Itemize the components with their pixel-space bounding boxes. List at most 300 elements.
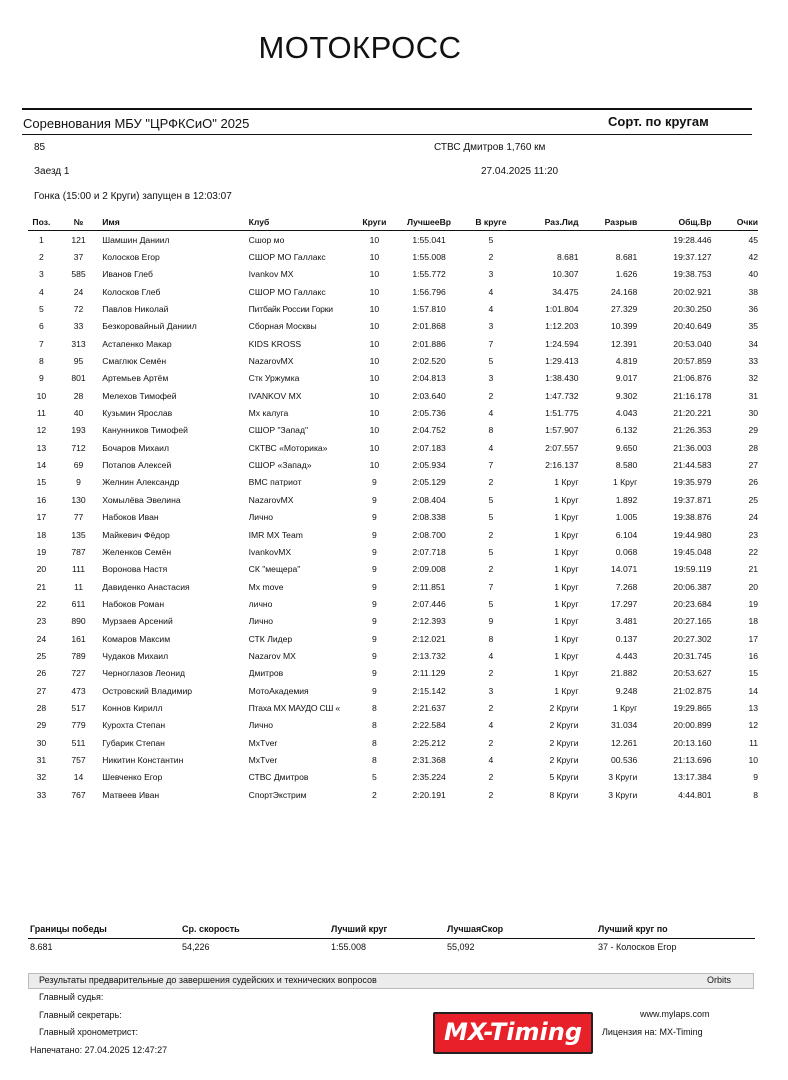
cell-number: 801 xyxy=(71,373,86,384)
cell-gap-leader: 8.681 xyxy=(557,252,579,263)
cell-gap-leader: 1:47.732 xyxy=(545,390,579,401)
cell-club: СпортЭкстрим xyxy=(248,789,307,800)
cell-laps: 10 xyxy=(369,338,380,349)
cell-club: KIDS KROSS xyxy=(248,338,302,349)
cell-club: BMC патриот xyxy=(248,477,302,488)
cell-number: 511 xyxy=(71,737,86,748)
cell-gap: 9.248 xyxy=(615,685,638,696)
cell-name: Мелехов Тимофей xyxy=(102,390,177,401)
cell-gap: 4.043 xyxy=(615,408,638,419)
cell-pos: 14 xyxy=(36,460,47,471)
table-row xyxy=(28,613,758,630)
license-text: Лицензия на: MX-Timing xyxy=(602,1027,703,1037)
cell-pos: 22 xyxy=(36,598,47,609)
cell-best-time: 2:05.129 xyxy=(412,477,446,488)
cell-pos: 8 xyxy=(39,356,44,367)
cell-in-lap: 3 xyxy=(488,373,494,384)
cell-gap: 6.132 xyxy=(615,425,638,436)
cell-pos: 7 xyxy=(39,338,44,349)
table-row xyxy=(28,474,758,491)
cell-total-time: 19:38.753 xyxy=(673,269,712,280)
cell-name: Островский Владимир xyxy=(102,685,193,696)
cell-in-lap: 2 xyxy=(488,390,494,401)
cell-points: 12 xyxy=(748,720,758,731)
table-row xyxy=(28,647,758,664)
cell-name: Черноглазов Леонид xyxy=(102,668,186,679)
cell-best-time: 2:11.129 xyxy=(412,668,446,679)
cell-best-time: 2:08.700 xyxy=(412,529,446,540)
cell-club: Птаха МХ МАУДО СШ « xyxy=(248,702,340,713)
cell-gap-leader: 5 Круги xyxy=(549,772,579,783)
cell-gap-leader: 1 Круг xyxy=(554,564,579,575)
cell-gap-leader: 1:57.907 xyxy=(545,425,579,436)
table-row xyxy=(28,509,758,526)
cell-number: 611 xyxy=(71,598,86,609)
cell-total-time: 19:37.127 xyxy=(673,252,712,263)
cell-gap-leader: 2 Круги xyxy=(549,702,579,713)
cell-pos: 10 xyxy=(36,390,47,401)
cell-name: Майкевич Фёдор xyxy=(102,529,170,540)
cell-gap: 9.302 xyxy=(615,390,638,401)
cell-gap: 3.481 xyxy=(615,616,638,627)
cell-total-time: 21:44.583 xyxy=(673,460,712,471)
cell-name: Колосков Глеб xyxy=(102,286,161,297)
cell-total-time: 20:57.859 xyxy=(673,356,712,367)
cell-total-time: 21:02.875 xyxy=(673,685,712,696)
cell-gap xyxy=(579,231,638,249)
printed-timestamp: Напечатано: 27.04.2025 12:47:27 xyxy=(30,1045,168,1055)
cell-points: 13 xyxy=(748,702,758,713)
cell-in-lap: 2 xyxy=(488,564,494,575)
cell-best-time: 2:22.584 xyxy=(412,720,446,731)
cell-in-lap: 4 xyxy=(488,720,494,731)
track-name: СТВС Дмитров 1,760 км xyxy=(434,142,546,153)
cell-gap: 0.137 xyxy=(615,633,638,644)
cell-club: NazarovMX xyxy=(248,356,294,367)
cell-name: Безкоровайный Даниил xyxy=(102,321,197,332)
cell-gap-leader: 1 Круг xyxy=(554,685,579,696)
cell-laps: 10 xyxy=(369,321,380,332)
cell-gap-leader: 2 Круги xyxy=(549,754,579,765)
cell-pos: 16 xyxy=(36,494,47,505)
cell-number: 787 xyxy=(71,546,86,557)
cell-gap-leader: 1 Круг xyxy=(554,546,579,557)
notice-bar xyxy=(28,973,754,989)
cell-total-time: 20:06.387 xyxy=(673,581,712,592)
cell-in-lap: 7 xyxy=(488,338,494,349)
cell-gap-leader: 1:38.430 xyxy=(545,373,579,384)
cell-laps: 10 xyxy=(369,408,380,419)
cell-pos: 11 xyxy=(36,408,46,419)
cell-club: СК "мещера" xyxy=(248,564,301,575)
cell-total-time: 13:17.384 xyxy=(673,772,712,783)
cell-in-lap: 2 xyxy=(488,668,494,679)
cell-in-lap: 4 xyxy=(488,442,494,453)
cell-laps: 10 xyxy=(369,269,380,280)
cell-club: Лично xyxy=(248,512,274,523)
cell-laps: 2 xyxy=(372,789,377,800)
cell-laps: 9 xyxy=(372,685,377,696)
cell-laps: 9 xyxy=(372,581,377,592)
cell-total-time: 21:36.003 xyxy=(673,442,712,453)
cell-points: 36 xyxy=(748,304,758,315)
cell-points: 26 xyxy=(748,477,758,488)
cell-laps: 9 xyxy=(372,512,377,523)
col-header-total-time: Общ.Вр xyxy=(637,214,711,231)
cell-number: 121 xyxy=(71,234,86,245)
cell-laps: 9 xyxy=(372,477,377,488)
table-row xyxy=(28,630,758,647)
cell-laps: 9 xyxy=(372,564,377,575)
mx-timing-logo: MX-Timing xyxy=(433,1012,593,1054)
cell-gap: 14.071 xyxy=(611,564,638,575)
cell-best-time: 2:09.008 xyxy=(412,564,446,575)
cell-number: 712 xyxy=(71,442,86,453)
cell-name: Губарик Степан xyxy=(102,737,165,748)
cell-pos: 15 xyxy=(36,477,47,488)
col-header-pos: Поз. xyxy=(28,214,55,231)
footer-rule xyxy=(28,938,755,939)
cell-name: Колосков Егор xyxy=(102,252,160,263)
table-row xyxy=(28,300,758,317)
cell-best-time: 1:57.810 xyxy=(412,304,446,315)
cell-in-lap: 2 xyxy=(488,737,494,748)
cell-number: 14 xyxy=(73,772,84,783)
cell-number: 789 xyxy=(71,650,86,661)
cell-total-time: 19:59.119 xyxy=(673,564,712,575)
cell-name: Давиденко Анастасия xyxy=(102,581,190,592)
cell-club: Стк Уржумка xyxy=(248,373,300,384)
cell-best-time: 1:55.772 xyxy=(412,269,446,280)
cell-best-time: 2:35.224 xyxy=(412,772,446,783)
cell-pos: 9 xyxy=(39,373,44,384)
cell-points: 24 xyxy=(748,512,758,523)
cell-gap: 10.399 xyxy=(611,321,638,332)
cell-in-lap: 5 xyxy=(488,598,494,609)
cell-points: 20 xyxy=(748,581,758,592)
cell-best-time: 2:07.718 xyxy=(412,546,446,557)
website-link[interactable]: www.mylaps.com xyxy=(640,1009,710,1019)
cell-pos: 5 xyxy=(39,304,44,315)
cell-best-time: 2:02.520 xyxy=(412,356,446,367)
cell-name: Набоков Иван xyxy=(102,512,159,523)
cell-pos: 23 xyxy=(36,616,47,627)
cell-best-time: 2:25.212 xyxy=(412,737,446,748)
cell-best-time: 2:07.446 xyxy=(412,598,446,609)
cell-points: 33 xyxy=(748,356,758,367)
footer-avg-speed: 54,226 xyxy=(182,942,210,952)
cell-total-time: 20:13.160 xyxy=(673,737,712,748)
cell-gap: 4.819 xyxy=(615,356,638,367)
cell-best-time: 2:04.752 xyxy=(412,425,446,436)
cell-gap: 1 Круг xyxy=(613,702,638,713)
race-info: Гонка (15:00 и 2 Круги) запущен в 12:03:07 xyxy=(34,191,232,202)
cell-number: 33 xyxy=(73,321,84,332)
cell-gap: 00.536 xyxy=(611,754,638,765)
cell-number: 779 xyxy=(71,720,86,731)
cell-points: 14 xyxy=(748,685,758,696)
table-row xyxy=(28,665,758,682)
cell-pos: 3 xyxy=(39,269,44,280)
cell-pos: 20 xyxy=(36,564,47,575)
cell-gap: 6.104 xyxy=(615,529,638,540)
cell-club: MxTver xyxy=(248,737,278,748)
cell-pos: 33 xyxy=(36,789,47,800)
cell-laps: 9 xyxy=(372,529,377,540)
cell-points: 23 xyxy=(748,529,758,540)
cell-club: Питбайк России Горки xyxy=(248,304,333,315)
cell-name: Мурзаев Арсений xyxy=(102,616,173,627)
cell-gap: 21.882 xyxy=(611,668,638,679)
cell-club: Мх калуга xyxy=(248,408,289,419)
cell-in-lap: 7 xyxy=(488,581,494,592)
cell-total-time: 21:26.353 xyxy=(673,425,712,436)
cell-number: 161 xyxy=(71,633,86,644)
cell-name: Шамшин Даниил xyxy=(102,234,170,245)
cell-laps: 8 xyxy=(372,737,377,748)
cell-number: 28 xyxy=(73,390,84,401)
cell-club: Лично xyxy=(248,616,274,627)
cell-gap: 1.005 xyxy=(615,512,638,523)
col-header-in-lap: В круге xyxy=(465,214,517,231)
table-row xyxy=(28,786,758,803)
cell-points: 38 xyxy=(748,286,758,297)
cell-number: 9 xyxy=(76,477,81,488)
cell-total-time: 19:28.446 xyxy=(673,234,712,245)
cell-number: 767 xyxy=(71,789,86,800)
cell-pos: 2 xyxy=(39,252,44,263)
cell-pos: 4 xyxy=(39,286,44,297)
cell-gap: 8.681 xyxy=(615,252,638,263)
cell-in-lap: 3 xyxy=(488,269,494,280)
cell-club: СТК Лидер xyxy=(248,633,293,644)
cell-laps: 9 xyxy=(372,494,377,505)
cell-total-time: 19:44.980 xyxy=(673,529,712,540)
cell-gap: 3 Круги xyxy=(608,789,638,800)
cell-in-lap: 7 xyxy=(488,460,494,471)
table-row xyxy=(28,543,758,560)
cell-name: Потапов Алексей xyxy=(102,460,172,471)
cell-laps: 5 xyxy=(372,772,377,783)
col-header-points: Очки xyxy=(712,214,758,231)
cell-name: Канунников Тимофей xyxy=(102,425,188,436)
chief-judge-label: Главный судья: xyxy=(39,992,104,1002)
cell-number: 72 xyxy=(73,304,84,315)
cell-best-time: 2:07.183 xyxy=(412,442,446,453)
cell-total-time: 20:27.302 xyxy=(673,633,712,644)
footer-label-best-lap: Лучший круг xyxy=(331,924,388,934)
event-number: 85 xyxy=(34,142,46,153)
cell-name: Курохта Степан xyxy=(102,720,166,731)
cell-gap-leader: 1 Круг xyxy=(554,494,579,505)
cell-best-time: 1:55.008 xyxy=(412,252,446,263)
cell-total-time: 21:06.876 xyxy=(673,373,712,384)
cell-points: 35 xyxy=(748,321,758,332)
cell-gap: 8.580 xyxy=(615,460,638,471)
cell-best-time: 2:05.934 xyxy=(412,460,446,471)
cell-number: 95 xyxy=(73,356,84,367)
cell-laps: 10 xyxy=(369,286,380,297)
cell-points: 9 xyxy=(753,772,758,783)
cell-best-time: 2:05.736 xyxy=(412,408,446,419)
cell-gap: 1 Круг xyxy=(613,477,638,488)
cell-name: Комаров Максим xyxy=(102,633,171,644)
cell-points: 8 xyxy=(753,789,758,800)
cell-points: 30 xyxy=(748,408,758,419)
cell-best-time: 2:21.637 xyxy=(412,702,446,713)
cell-total-time: 4:44.801 xyxy=(678,789,712,800)
table-row xyxy=(28,248,758,265)
cell-number: 11 xyxy=(74,581,83,592)
cell-pos: 26 xyxy=(36,668,47,679)
page-title: МОТОКРОСС xyxy=(258,30,462,65)
secretary-label: Главный секретарь: xyxy=(39,1010,122,1020)
col-header-gap: Разрыв xyxy=(579,214,638,231)
cell-number: 757 xyxy=(71,754,86,765)
cell-name: Желенков Семён xyxy=(102,546,172,557)
cell-laps: 9 xyxy=(372,616,377,627)
cell-number: 313 xyxy=(71,338,86,349)
cell-total-time: 20:27.165 xyxy=(673,616,712,627)
cell-name: Никитин Константин xyxy=(102,754,184,765)
table-row xyxy=(28,439,758,456)
cell-in-lap: 4 xyxy=(488,408,494,419)
cell-number: 890 xyxy=(71,616,86,627)
cell-in-lap: 5 xyxy=(488,494,494,505)
cell-gap: 3 Круги xyxy=(608,772,638,783)
heat-label: Заезд 1 xyxy=(34,166,70,177)
cell-total-time: 19:37.871 xyxy=(673,494,712,505)
table-row xyxy=(28,266,758,283)
cell-name: Смаглюк Семён xyxy=(102,356,167,367)
cell-club: Nazarov MX xyxy=(248,650,296,661)
cell-number: 40 xyxy=(73,408,84,419)
cell-gap: 24.168 xyxy=(611,286,638,297)
table-row xyxy=(28,595,758,612)
cell-best-time: 2:13.732 xyxy=(412,650,446,661)
cell-pos: 12 xyxy=(36,425,47,436)
cell-points: 17 xyxy=(748,633,758,644)
cell-laps: 10 xyxy=(369,425,380,436)
cell-name: Чудаков Михаил xyxy=(102,650,169,661)
table-row xyxy=(28,387,758,404)
cell-name: Артемьев Артём xyxy=(102,373,169,384)
cell-pos: 25 xyxy=(36,650,47,661)
cell-gap-leader: 1:24.594 xyxy=(545,338,579,349)
orbits-label: Orbits xyxy=(706,975,731,985)
cell-laps: 10 xyxy=(369,356,380,367)
cell-laps: 10 xyxy=(369,252,380,263)
cell-in-lap: 2 xyxy=(488,477,494,488)
cell-gap-leader: 1 Круг xyxy=(554,581,579,592)
footer-label-best-lap-by: Лучший круг по xyxy=(598,924,668,934)
cell-total-time: 20:53.040 xyxy=(673,338,712,349)
cell-gap: 0.068 xyxy=(615,546,638,557)
cell-pos: 30 xyxy=(36,737,47,748)
cell-points: 45 xyxy=(748,234,758,245)
cell-gap: 12.391 xyxy=(611,338,638,349)
cell-name: Набоков Роман xyxy=(102,598,165,609)
table-row xyxy=(28,578,758,595)
table-row xyxy=(28,370,758,387)
cell-pos: 24 xyxy=(36,633,47,644)
cell-gap-leader: 1:12.203 xyxy=(545,321,579,332)
cell-club: Сборная Москвы xyxy=(248,321,317,332)
cell-pos: 6 xyxy=(39,321,44,332)
col-header-name: Имя xyxy=(102,214,248,231)
cell-club: IvankovMX xyxy=(248,546,292,557)
cell-best-time: 1:56.796 xyxy=(412,286,446,297)
cell-total-time: 19:29.865 xyxy=(673,702,712,713)
cell-laps: 10 xyxy=(369,390,380,401)
cell-in-lap: 5 xyxy=(488,512,494,523)
cell-laps: 9 xyxy=(372,668,377,679)
cell-in-lap: 5 xyxy=(488,356,494,367)
cell-total-time: 20:30.250 xyxy=(673,304,712,315)
cell-club: СТВС Дмитров xyxy=(248,772,309,783)
heat-datetime: 27.04.2025 11:20 xyxy=(481,166,559,177)
cell-total-time: 20:53.627 xyxy=(673,668,712,679)
cell-pos: 32 xyxy=(36,772,47,783)
cell-total-time: 21:13.696 xyxy=(673,754,712,765)
cell-gap: 17.297 xyxy=(611,598,638,609)
cell-points: 19 xyxy=(748,598,758,609)
cell-laps: 8 xyxy=(372,754,377,765)
table-row xyxy=(28,734,758,751)
cell-points: 28 xyxy=(748,442,758,453)
cell-points: 29 xyxy=(748,425,758,436)
cell-points: 27 xyxy=(748,460,758,471)
cell-gap-leader: 8 Круги xyxy=(549,789,579,800)
cell-in-lap: 5 xyxy=(488,234,494,245)
sort-label: Сорт. по кругам xyxy=(608,114,709,129)
cell-gap: 1.892 xyxy=(615,494,638,505)
cell-total-time: 20:00.899 xyxy=(673,720,712,731)
cell-in-lap: 4 xyxy=(488,754,494,765)
cell-points: 15 xyxy=(748,668,758,679)
cell-club: СШОР МО Галлакс xyxy=(248,252,326,263)
cell-best-time: 2:12.021 xyxy=(412,633,446,644)
cell-pos: 18 xyxy=(36,529,47,540)
cell-gap: 9.017 xyxy=(615,373,638,384)
cell-club: МотоАкадемия xyxy=(248,685,309,696)
cell-club: MxTver xyxy=(248,754,278,765)
cell-club: Дмитров xyxy=(248,668,284,679)
footer-best-speed: 55,092 xyxy=(447,942,475,952)
cell-club: NazarovMX xyxy=(248,494,294,505)
cell-number: 24 xyxy=(73,286,84,297)
cell-pos: 19 xyxy=(36,546,47,557)
cell-in-lap: 5 xyxy=(488,546,494,557)
col-header-best-time: ЛучшееВр xyxy=(393,214,465,231)
table-row xyxy=(28,456,758,473)
cell-pos: 27 xyxy=(36,685,47,696)
col-header-laps: Круги xyxy=(356,214,393,231)
cell-in-lap: 2 xyxy=(488,789,494,800)
cell-gap-leader: 1 Круг xyxy=(554,668,579,679)
table-row xyxy=(28,526,758,543)
col-header-number: № xyxy=(55,214,102,231)
cell-number: 37 xyxy=(73,252,84,263)
cell-total-time: 20:40.649 xyxy=(673,321,712,332)
cell-gap-leader: 1:51.775 xyxy=(545,408,579,419)
footer-win-margin: 8.681 xyxy=(30,942,53,952)
cell-gap-leader: 1:01.804 xyxy=(545,304,579,315)
table-row xyxy=(28,352,758,369)
table-row xyxy=(28,717,758,734)
cell-gap-leader: 1 Круг xyxy=(554,598,579,609)
cell-gap: 9.650 xyxy=(615,442,638,453)
